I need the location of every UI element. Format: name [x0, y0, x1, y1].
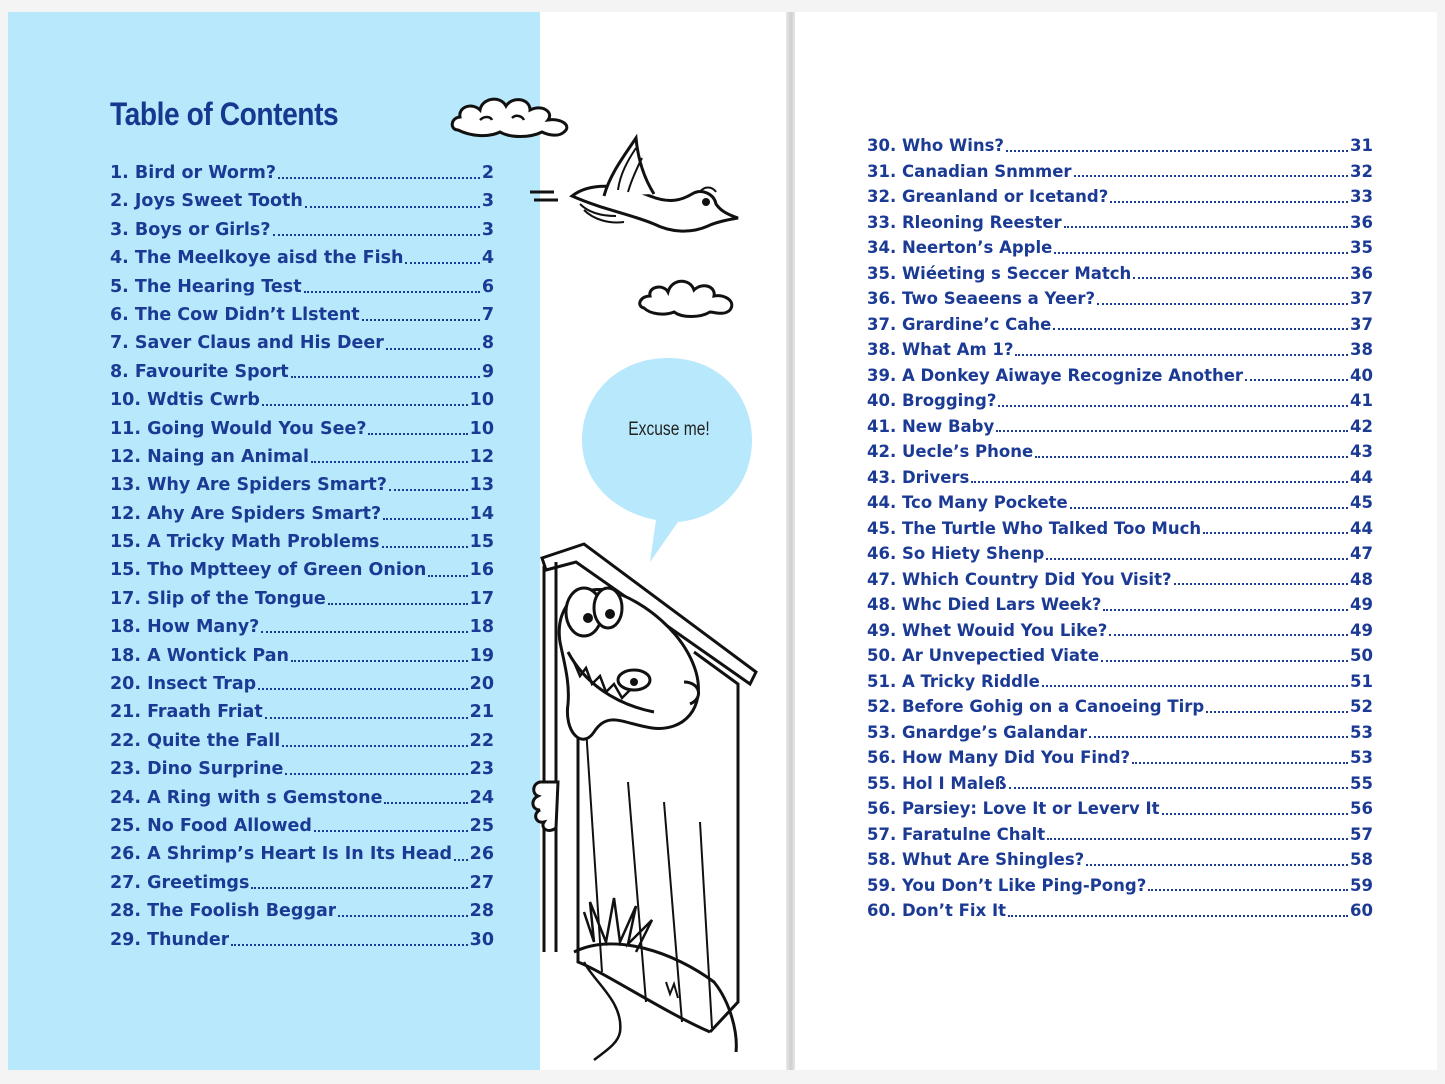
cloud-icon	[450, 90, 580, 140]
toc-entry-title: 59. You Don’t Like Ping-Pong?	[867, 875, 1147, 895]
toc-leader-dots	[1132, 762, 1348, 764]
toc-entry	[867, 388, 1373, 414]
toc-leader-dots	[291, 660, 468, 662]
toc-entry-title: 39. A Donkey Aiwaye Recognize Another	[867, 365, 1244, 385]
toc-leader-dots	[1101, 660, 1348, 662]
toc-entry-page: 9	[481, 361, 494, 382]
toc-entry	[867, 210, 1373, 236]
toc-entry	[110, 613, 494, 641]
toc-leader-dots	[285, 773, 467, 775]
toc-leader-dots	[1245, 379, 1348, 381]
toc-leader-dots	[1046, 558, 1348, 560]
toc-leader-dots	[305, 206, 480, 208]
toc-entry-page: 27	[469, 872, 494, 893]
toc-leader-dots	[1047, 838, 1348, 840]
toc-leader-dots	[998, 405, 1348, 407]
toc-entry-title: 57. Faratulne Chalt	[867, 824, 1046, 844]
toc-leader-dots	[362, 319, 480, 321]
toc-leader-dots	[338, 915, 467, 917]
toc-entry-page: 3	[481, 191, 494, 212]
toc-entry	[110, 159, 494, 187]
toc-entry-page: 49	[1350, 595, 1373, 614]
toc-entry-title: 45. The Turtle Who Talked Too Much	[867, 518, 1202, 538]
toc-entry-page: 30	[469, 929, 494, 950]
toc-entry-page: 49	[1350, 620, 1373, 640]
toc-entry-title: 34. Neerton’s Apple	[867, 238, 1053, 257]
toc-entry-title: 27. Greetimgs	[110, 872, 250, 893]
toc-entry	[110, 755, 494, 783]
toc-entry	[867, 286, 1373, 312]
toc-entry-title: 11. Going Would You See?	[110, 418, 367, 439]
toc-entry	[867, 822, 1373, 848]
toc-leader-dots	[304, 291, 480, 293]
toc-entry-page: 18	[469, 617, 494, 638]
toc-entry	[867, 465, 1373, 491]
toc-entry-title: 32. Greanland or Icetand?	[867, 187, 1109, 206]
toc-entry-page: 50	[1350, 646, 1373, 665]
monster-icon	[559, 588, 698, 739]
toc-leader-dots	[971, 481, 1348, 483]
toc-entry	[110, 244, 494, 272]
toc-entry-page: 57	[1350, 824, 1373, 844]
toc-entry-title: 15. Tho Mptteey of Green Onion	[110, 560, 427, 581]
toc-entry-title: 22. Quite the Fall	[110, 730, 281, 751]
toc-leader-dots	[1109, 634, 1348, 636]
toc-entry-page: 41	[1350, 391, 1373, 410]
toc-entry-title: 26. A Shrimp’s Heart Is In Its Head	[110, 844, 453, 865]
bird-icon	[520, 134, 750, 244]
toc-leader-dots	[1054, 252, 1348, 254]
toc-entry	[867, 847, 1373, 873]
toc-entry	[110, 897, 494, 925]
toc-entry-title: 2. Joys Sweet Tooth	[110, 191, 303, 212]
toc-entry-title: 46. So Hiety Shenp	[867, 544, 1045, 563]
toc-entry	[867, 745, 1373, 771]
toc-entry-page: 47	[1350, 544, 1373, 563]
toc-leader-dots	[1015, 354, 1348, 356]
toc-entry	[867, 261, 1373, 287]
toc-leader-dots	[328, 603, 468, 605]
toc-entry-title: 29. Thunder	[110, 929, 230, 950]
toc-entry-page: 44	[1350, 467, 1373, 487]
page-title: Table of Contents	[110, 96, 339, 132]
toc-entry-page: 43	[1350, 442, 1373, 461]
toc-entry-title: 12. Ahy Are Spiders Smart?	[110, 503, 382, 524]
toc-entry	[110, 386, 494, 414]
toc-leader-dots	[386, 348, 480, 350]
toc-entry	[867, 669, 1373, 695]
toc-entry-title: 6. The Cow Didn’t Llstent	[110, 304, 360, 325]
toc-entry-title: 43. Drivers	[867, 467, 970, 487]
toc-entry	[867, 235, 1373, 261]
toc-entry-title: 35. Wiéeting s Seccer Match	[867, 263, 1132, 283]
toc-entry-title: 53. Gnardge’s Galandar	[867, 722, 1088, 742]
toc-entry-page: 37	[1350, 289, 1373, 308]
toc-entry	[110, 443, 494, 471]
toc-entry-title: 52. Before Gohig on a Canoeing Tirp	[867, 697, 1205, 716]
toc-entry	[867, 694, 1373, 720]
toc-leader-dots	[1006, 150, 1348, 152]
toc-entry-page: 2	[481, 163, 494, 183]
toc-leader-dots	[1203, 532, 1348, 534]
toc-entry-page: 28	[469, 901, 494, 922]
toc-entry-page: 4	[481, 248, 494, 269]
toc-leader-dots	[231, 944, 467, 946]
toc-entry-title: 40. Brogging?	[867, 391, 997, 410]
toc-entry	[867, 439, 1373, 465]
toc-entry-title: 38. What Am 1?	[867, 340, 1014, 359]
toc-entry-page: 45	[1350, 493, 1373, 512]
toc-entry-page: 17	[469, 588, 494, 609]
toc-entry	[110, 926, 494, 954]
toc-entry	[867, 771, 1373, 797]
toc-entry-page: 25	[469, 815, 494, 836]
toc-entry	[110, 500, 494, 528]
toc-entry-page: 53	[1350, 722, 1373, 742]
toc-leader-dots	[1206, 711, 1348, 713]
toc-list-right	[867, 133, 1373, 924]
toc-leader-dots	[262, 404, 468, 406]
toc-leader-dots	[278, 177, 480, 179]
toc-entry-page: 19	[469, 645, 494, 666]
toc-leader-dots	[1086, 864, 1348, 866]
toc-leader-dots	[1110, 201, 1348, 203]
toc-leader-dots	[1162, 813, 1349, 815]
toc-entry-title: 1. Bird or Worm?	[110, 163, 276, 183]
toc-entry	[867, 541, 1373, 567]
toc-entry-title: 56. How Many Did You Find?	[867, 748, 1131, 767]
toc-entry	[867, 414, 1373, 440]
toc-leader-dots	[405, 262, 479, 264]
toc-entry-page: 6	[481, 276, 494, 297]
toc-leader-dots	[282, 745, 467, 747]
toc-entry	[110, 358, 494, 386]
toc-entry-title: 47. Which Country Did You Visit?	[867, 569, 1172, 589]
toc-entry-title: 24. A Ring with s Gemstone	[110, 787, 383, 808]
toc-entry-page: 31	[1350, 136, 1373, 155]
toc-entry-title: 12. Naing an Animal	[110, 446, 310, 467]
toc-leader-dots	[1133, 277, 1348, 279]
toc-leader-dots	[1042, 685, 1348, 687]
toc-entry-title: 44. Tco Many Pockete	[867, 493, 1068, 512]
toc-leader-dots	[454, 859, 468, 861]
toc-leader-dots	[383, 518, 467, 520]
toc-entry-page: 8	[481, 333, 494, 354]
toc-entry-title: 28. The Foolish Beggar	[110, 901, 337, 922]
toc-entry	[867, 720, 1373, 746]
toc-entry	[110, 273, 494, 301]
toc-entry-title: 5. The Hearing Test	[110, 276, 302, 297]
toc-entry	[110, 415, 494, 443]
toc-entry-title: 23. Dino Surprine	[110, 759, 284, 780]
toc-leader-dots	[251, 887, 467, 889]
toc-leader-dots	[382, 546, 468, 548]
toc-entry	[867, 312, 1373, 338]
toc-entry	[867, 796, 1373, 822]
toc-entry-page: 10	[469, 418, 494, 439]
toc-entry-page: 36	[1350, 212, 1373, 232]
toc-entry	[110, 528, 494, 556]
toc-entry	[110, 670, 494, 698]
toc-entry-title: 55. Hol I Maleß	[867, 773, 1007, 793]
toc-entry-title: 13. Why Are Spiders Smart?	[110, 475, 387, 496]
toc-entry-page: 58	[1350, 850, 1373, 869]
speech-bubble-text: Excuse me!	[628, 419, 710, 440]
toc-entry-title: 20. Insect Trap	[110, 674, 257, 695]
toc-entry	[110, 840, 494, 868]
toc-entry-page: 24	[469, 787, 494, 808]
toc-leader-dots	[1103, 609, 1348, 611]
outhouse-icon	[524, 532, 774, 1062]
toc-entry-title: 10. Wdtis Cwrb	[110, 390, 260, 411]
toc-entry	[110, 471, 494, 499]
toc-entry-page: 13	[469, 475, 494, 496]
toc-entry	[867, 567, 1373, 593]
toc-entry	[867, 337, 1373, 363]
toc-leader-dots	[996, 430, 1348, 432]
toc-entry-title: 18. How Many?	[110, 617, 260, 638]
toc-entry-title: 56. Parsiey: Love It or Leverv It	[867, 799, 1160, 818]
toc-leader-dots	[389, 489, 468, 491]
toc-leader-dots	[368, 433, 467, 435]
toc-entry-title: 15. A Tricky Math Problems	[110, 532, 380, 553]
toc-leader-dots	[1070, 507, 1348, 509]
toc-entry-page: 15	[469, 532, 494, 553]
toc-entry	[867, 363, 1373, 389]
toc-entry-page: 33	[1350, 187, 1373, 206]
toc-entry-page: 44	[1350, 518, 1373, 538]
toc-entry-page: 12	[469, 446, 494, 467]
toc-entry-page: 14	[469, 503, 494, 524]
toc-leader-dots	[1008, 915, 1348, 917]
toc-entry-title: 25. No Food Allowed	[110, 815, 312, 836]
toc-entry	[867, 490, 1373, 516]
toc-entry-page: 42	[1350, 416, 1373, 436]
toc-entry-title: 48. Whc Died Lars Week?	[867, 595, 1102, 614]
toc-entry-title: 31. Canadian Snmmer	[867, 161, 1072, 181]
toc-entry	[867, 618, 1373, 644]
toc-leader-dots	[1035, 456, 1348, 458]
toc-entry-page: 22	[469, 730, 494, 751]
toc-leader-dots	[1097, 303, 1348, 305]
toc-entry-title: 3. Boys or Girls?	[110, 219, 271, 240]
toc-leader-dots	[291, 376, 480, 378]
toc-entry-page: 52	[1350, 697, 1373, 716]
toc-entry-page: 21	[469, 702, 494, 723]
toc-entry-title: 42. Uecle’s Phone	[867, 442, 1034, 461]
toc-entry-page: 55	[1350, 773, 1373, 793]
toc-entry-title: 7. Saver Claus and His Deer	[110, 333, 384, 354]
toc-entry-title: 8. Favourite Sport	[110, 361, 289, 382]
toc-entry-title: 33. Rleoning Reester	[867, 212, 1062, 232]
toc-entry-title: 37. Grardine’c Cahe	[867, 314, 1052, 334]
toc-leader-dots	[1174, 583, 1348, 585]
toc-leader-dots	[384, 802, 467, 804]
toc-leader-dots	[1089, 736, 1348, 738]
toc-entry-page: 40	[1350, 365, 1373, 385]
toc-entry-page: 32	[1350, 161, 1373, 181]
toc-list-left	[110, 159, 494, 954]
toc-leader-dots	[428, 575, 467, 577]
toc-entry-title: 51. A Tricky Riddle	[867, 671, 1040, 691]
toc-entry-title: 49. Whet Wouid You Like?	[867, 620, 1108, 640]
toc-entry-page: 10	[469, 390, 494, 411]
toc-entry	[110, 187, 494, 215]
toc-entry-page: 56	[1350, 799, 1373, 818]
toc-leader-dots	[261, 631, 467, 633]
toc-entry-page: 53	[1350, 748, 1373, 767]
toc-entry	[110, 727, 494, 755]
toc-entry	[110, 329, 494, 357]
toc-entry	[867, 873, 1373, 899]
toc-entry-page: 3	[481, 219, 494, 240]
toc-entry	[867, 516, 1373, 542]
toc-entry-page: 23	[469, 759, 494, 780]
toc-entry-title: 30. Who Wins?	[867, 136, 1004, 155]
toc-entry-page: 20	[469, 674, 494, 695]
toc-entry	[110, 642, 494, 670]
toc-leader-dots	[258, 688, 467, 690]
toc-entry	[110, 784, 494, 812]
toc-entry	[867, 159, 1373, 185]
toc-entry-title: 21. Fraath Friat	[110, 702, 263, 723]
toc-leader-dots	[311, 461, 468, 463]
toc-entry-page: 7	[481, 304, 494, 325]
toc-entry	[110, 556, 494, 584]
toc-entry-page: 38	[1350, 340, 1373, 359]
toc-entry-title: 17. Slip of the Tongue	[110, 588, 326, 609]
toc-entry	[110, 698, 494, 726]
toc-entry	[867, 592, 1373, 618]
toc-entry-page: 36	[1350, 263, 1373, 283]
toc-leader-dots	[265, 717, 468, 719]
toc-entry	[110, 812, 494, 840]
toc-entry	[110, 585, 494, 613]
toc-leader-dots	[273, 234, 480, 236]
toc-leader-dots	[314, 830, 468, 832]
toc-entry	[110, 216, 494, 244]
toc-leader-dots	[1148, 889, 1348, 891]
toc-entry-page: 26	[469, 844, 494, 865]
toc-entry-title: 50. Ar Unvepectied Viate	[867, 646, 1100, 665]
toc-entry-title: 58. Whut Are Shingles?	[867, 850, 1085, 869]
toc-entry-page: 37	[1350, 314, 1373, 334]
toc-entry	[867, 184, 1373, 210]
toc-entry-title: 4. The Meelkoye aisd the Fish	[110, 248, 404, 269]
toc-entry-page: 51	[1350, 671, 1373, 691]
toc-entry	[110, 869, 494, 897]
toc-entry-title: 41. New Baby	[867, 416, 995, 436]
toc-entry-page: 16	[469, 560, 494, 581]
toc-entry-page: 59	[1350, 875, 1373, 895]
left-page	[8, 12, 788, 1070]
toc-entry-page: 60	[1350, 901, 1373, 920]
toc-entry-page: 48	[1350, 569, 1373, 589]
toc-entry	[110, 301, 494, 329]
toc-entry-title: 18. A Wontick Pan	[110, 645, 289, 666]
toc-entry-page: 35	[1350, 238, 1373, 257]
cloud-icon	[638, 274, 738, 320]
toc-leader-dots	[1074, 175, 1348, 177]
toc-leader-dots	[1064, 226, 1348, 228]
toc-leader-dots	[1009, 787, 1348, 789]
toc-entry	[867, 643, 1373, 669]
right-page	[795, 12, 1437, 1070]
toc-entry	[867, 133, 1373, 159]
toc-entry-title: 36. Two Seaeens a Yeer?	[867, 289, 1096, 308]
toc-entry	[867, 898, 1373, 924]
toc-leader-dots	[1053, 328, 1348, 330]
toc-entry-title: 60. Don’t Fix It	[867, 901, 1006, 920]
